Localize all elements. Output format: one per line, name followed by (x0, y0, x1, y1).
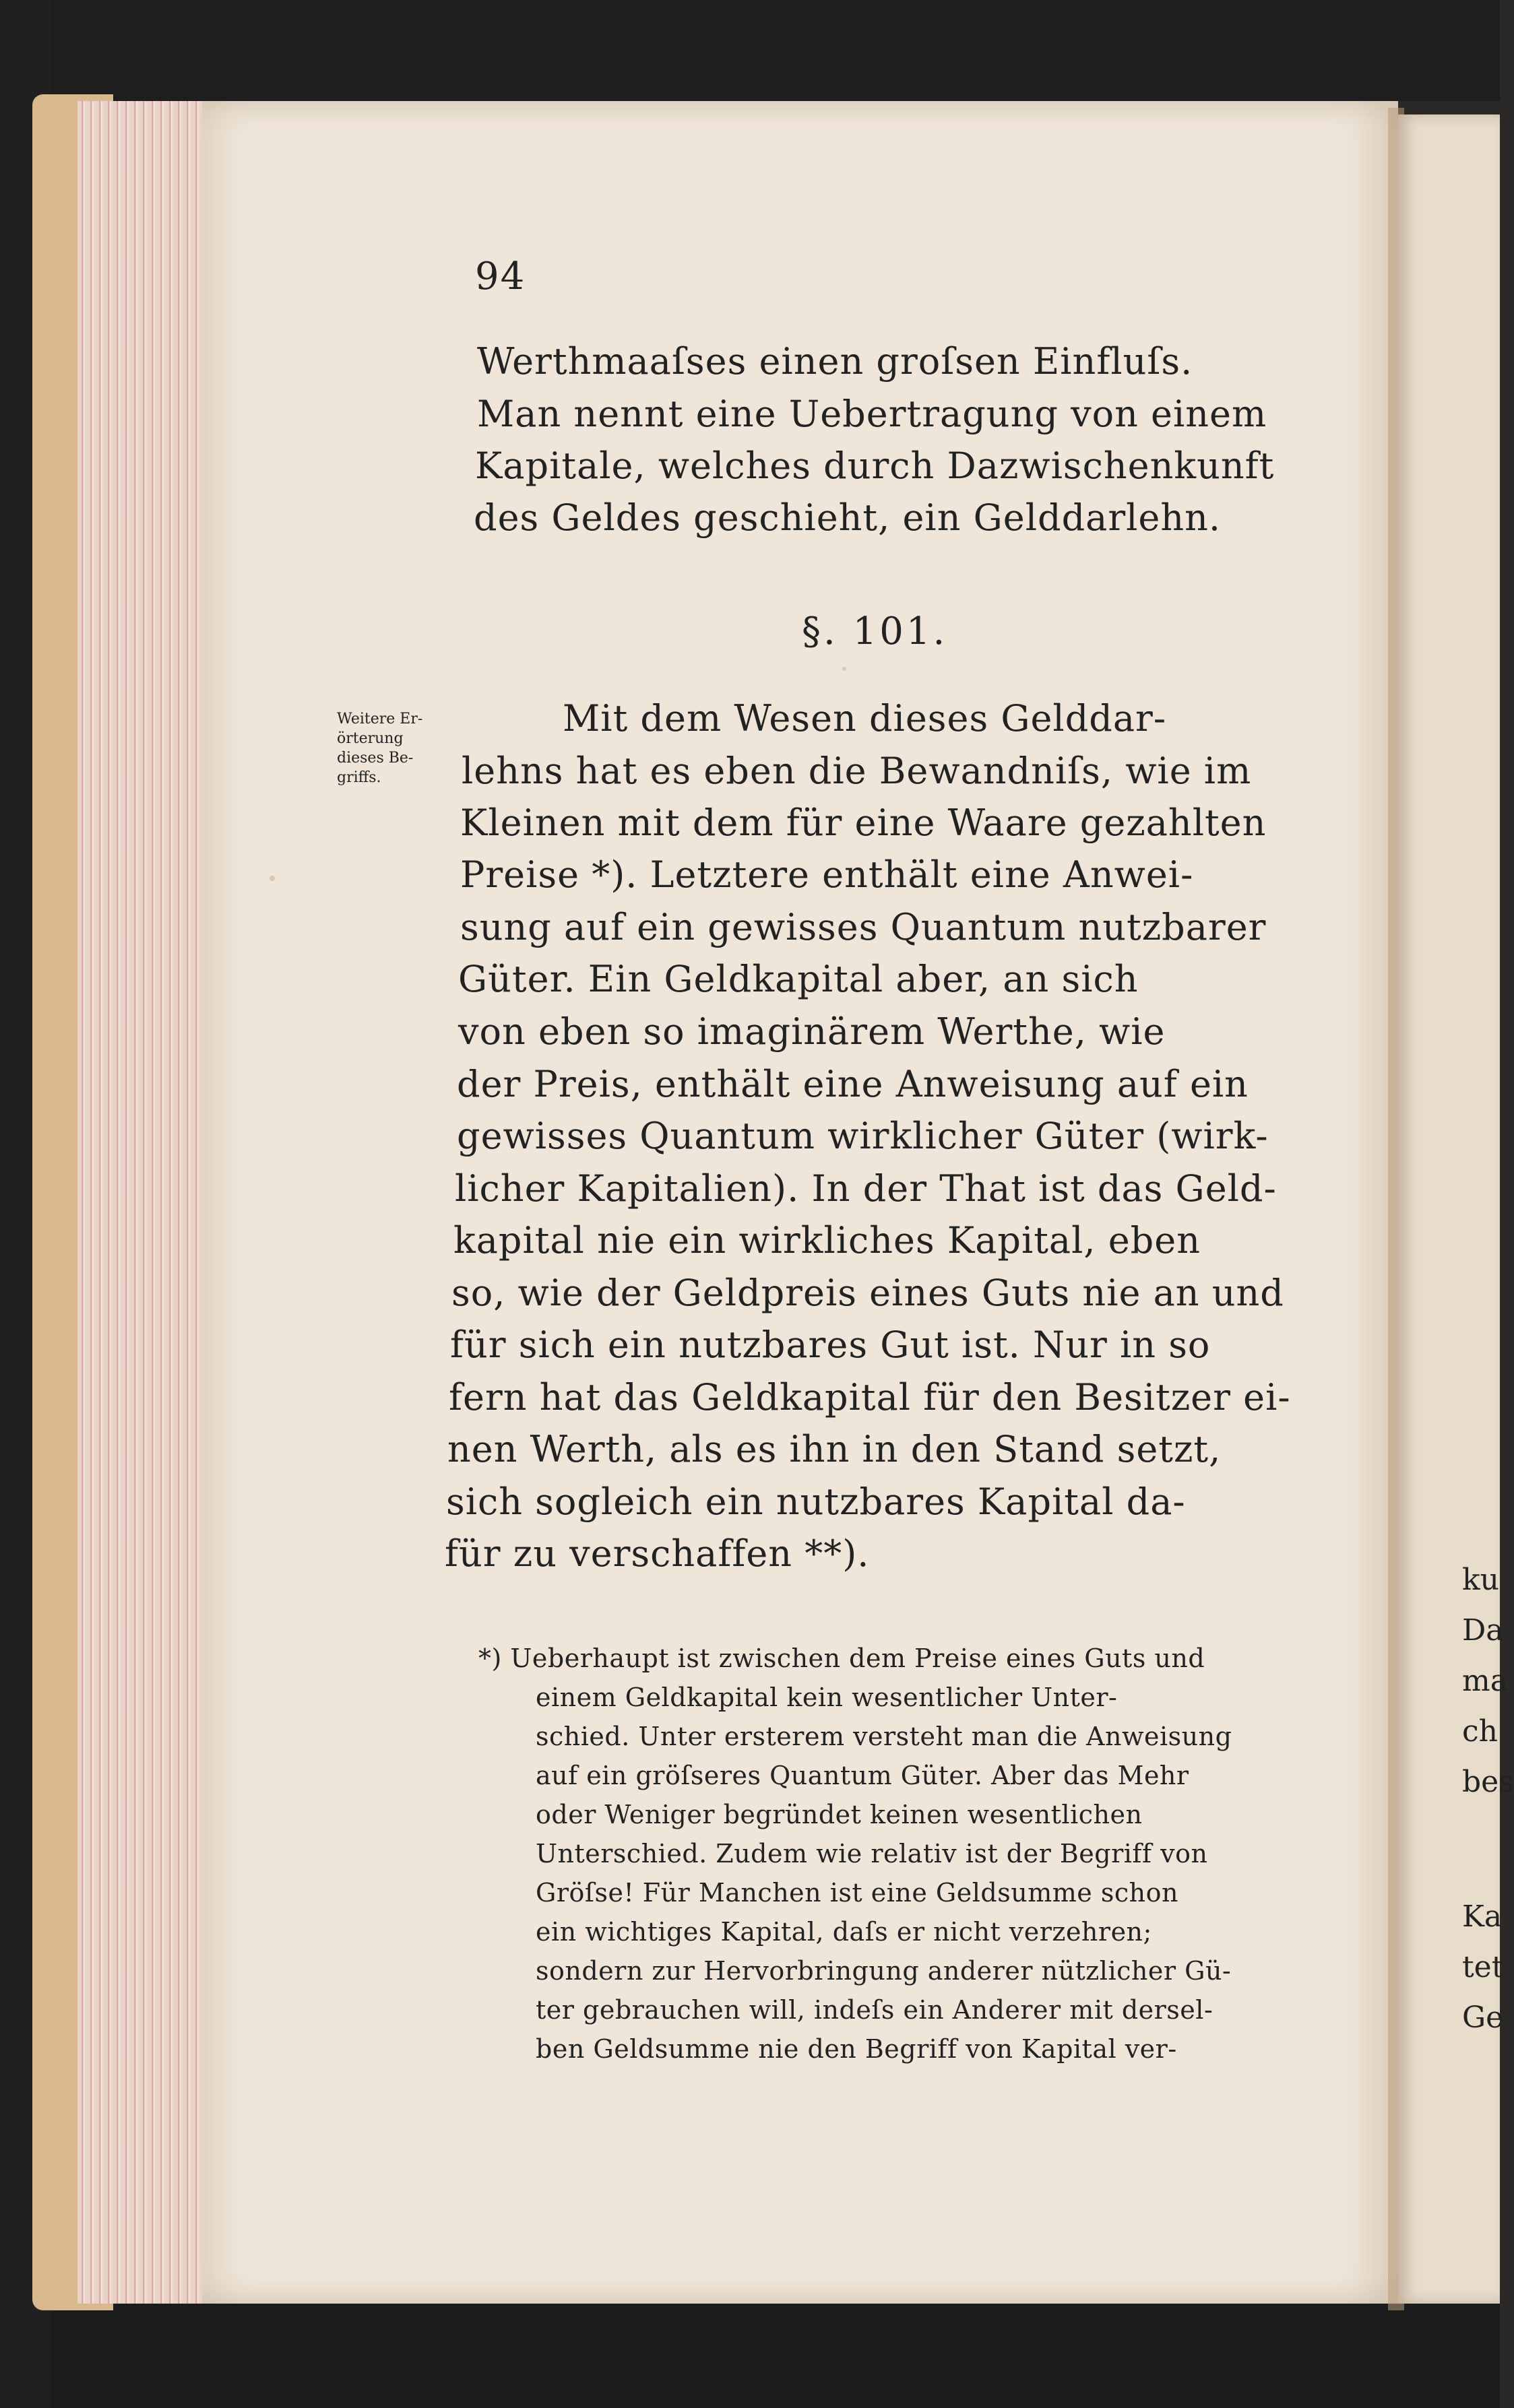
text-line: für zu verschaffen **). (445, 1532, 870, 1575)
page-number: 94 (475, 255, 526, 298)
text-line: Kapitale, welches durch Dazwischenkunft (475, 445, 1275, 487)
page-edges (77, 101, 206, 2304)
backdrop-bottom (0, 2304, 1500, 2408)
text-line: gewisses Quantum wirklicher Güter (wirk- (457, 1115, 1269, 1157)
marginal-note-line: dieses Be- (337, 750, 414, 767)
footnote-line: sondern zur Hervorbringung anderer nützlicher Gü- (536, 1956, 1232, 1986)
text-line: nen Werth, als es ihn in den Stand setzt, (447, 1428, 1222, 1470)
footnote-line: ter gebrauchen will, indeſs ein Anderer mit dersel- (536, 1995, 1213, 2025)
stain (270, 876, 275, 881)
marginal-note-line: Weitere Er- (337, 711, 423, 727)
text-line: sung auf ein gewisses Quantum nutzbarer (460, 906, 1267, 948)
stain (842, 667, 846, 671)
section-heading: §. 101. (802, 610, 948, 653)
footnote-line: Gröſse! Für Manchen ist eine Geldsumme schon (536, 1878, 1178, 1908)
text-line: fern hat das Geldkapital für den Besitzer ei- (449, 1376, 1291, 1419)
text-line: sich sogleich ein nutzbares Kapital da- (446, 1480, 1186, 1523)
text-line: des Geldes geschieht, ein Gelddarlehn. (474, 496, 1222, 539)
next-page-fragment: bes (1462, 1765, 1514, 1799)
next-page-fragment: tet (1462, 1950, 1504, 1984)
text-line: Kleinen mit dem für eine Waare gezahlten (460, 802, 1267, 844)
footnote-line: einem Geldkapital kein wesentlicher Unter- (536, 1683, 1118, 1712)
next-page-fragment: Da (1462, 1613, 1504, 1648)
footnote-line: oder Weniger begründet keinen wesentlichen (536, 1800, 1143, 1829)
text-line: lehns hat es eben die Bewandniſs, wie im (462, 750, 1252, 792)
footnote-line: schied. Unter ersterem versteht man die Anweisung (536, 1722, 1232, 1751)
backdrop-top (0, 0, 1500, 101)
marginal-note-line: griffs. (337, 769, 381, 786)
next-page-fragment: ku (1462, 1563, 1499, 1597)
footnote-line: auf ein gröſseres Quantum Güter. Aber das Mehr (536, 1761, 1189, 1790)
next-page-fragment: Ka (1462, 1899, 1503, 1934)
text-line: von eben so imaginärem Werthe, wie (458, 1010, 1166, 1053)
next-page-fragment: ma (1462, 1664, 1508, 1698)
footnote-line: ein wichtiges Kapital, daſs er nicht verzehren; (536, 1917, 1152, 1947)
footnote-line: ben Geldsumme nie den Begriff von Kapital ver- (536, 2034, 1177, 2064)
text-line: so, wie der Geldpreis eines Guts nie an und (451, 1272, 1284, 1314)
marginal-note-line: örterung (337, 730, 404, 747)
text-line: Güter. Ein Geldkapital aber, an sich (458, 958, 1139, 1000)
text-line: Werthmaaſses einen groſsen Einfluſs. (477, 340, 1193, 383)
footnote-line: *) Ueberhaupt ist zwischen dem Preise eines Guts und (478, 1644, 1205, 1673)
next-page-fragment: Ge (1462, 2000, 1504, 2035)
footnote-line: Unterschied. Zudem wie relativ ist der Begriff von (536, 1839, 1208, 1868)
next-page-fragment: ch (1462, 1714, 1498, 1749)
text-line: für sich ein nutzbares Gut ist. Nur in so (450, 1324, 1211, 1366)
text-line: Mit dem Wesen dieses Gelddar- (563, 697, 1167, 740)
text-line: Preise *). Letztere enthält eine Anwei- (460, 853, 1194, 896)
text-line: kapital nie ein wirkliches Kapital, eben (453, 1219, 1201, 1262)
text-line: der Preis, enthält eine Anweisung auf ein (457, 1063, 1249, 1105)
text-line: licher Kapitalien). In der That ist das Geld- (455, 1167, 1277, 1210)
text-line: Man nennt eine Uebertragung von einem (477, 393, 1267, 435)
